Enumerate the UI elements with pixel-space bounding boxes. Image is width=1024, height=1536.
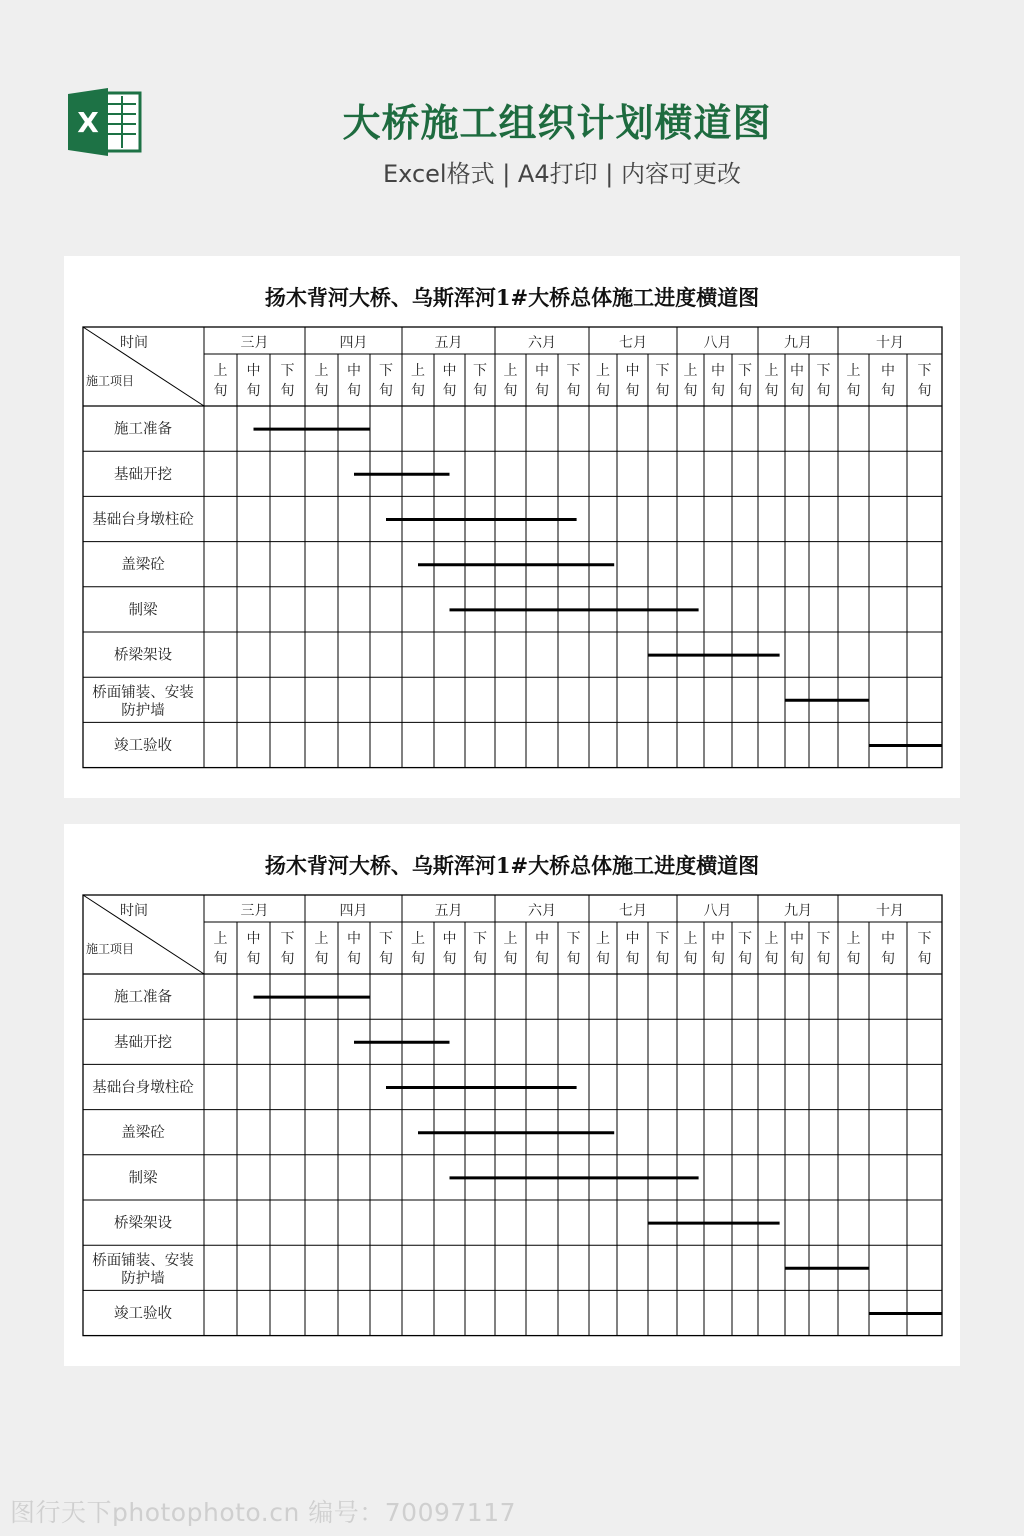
- period-label: 中: [790, 363, 804, 379]
- task-label: 防护墙: [121, 1270, 165, 1287]
- period-label: 上: [503, 931, 518, 947]
- month-label: 十月: [876, 903, 904, 919]
- period-label: 上: [503, 363, 518, 379]
- period-label: 上: [411, 363, 425, 379]
- task-label: 桥面铺装、安装: [92, 684, 194, 701]
- month-label: 五月: [434, 903, 463, 919]
- period-label: 下: [379, 931, 393, 947]
- period-label: 旬: [442, 383, 457, 399]
- period-label: 下: [280, 363, 295, 379]
- period-label: 旬: [846, 383, 861, 399]
- corner-label-task: 施工项目: [86, 374, 135, 388]
- period-label: 旬: [764, 951, 779, 967]
- corner-label-time: 时间: [120, 335, 148, 351]
- gantt-table: [82, 894, 944, 1340]
- period-label: 旬: [503, 383, 518, 399]
- period-label: 中: [246, 363, 261, 379]
- month-label: 九月: [784, 335, 812, 351]
- period-label: 旬: [411, 951, 425, 967]
- month-label: 四月: [339, 335, 368, 351]
- period-label: 下: [738, 363, 752, 379]
- period-label: 旬: [917, 951, 932, 967]
- period-label: 下: [816, 931, 831, 947]
- month-label: 三月: [240, 335, 269, 351]
- period-label: 上: [596, 363, 610, 379]
- period-label: 下: [379, 363, 393, 379]
- period-label: 中: [711, 931, 725, 947]
- task-label: 盖梁砼: [121, 1125, 165, 1142]
- month-label: 七月: [619, 335, 647, 351]
- period-label: 下: [917, 363, 932, 379]
- gantt-sheet-2: [64, 824, 960, 1366]
- period-label: 旬: [314, 951, 329, 967]
- period-label: 旬: [790, 951, 804, 967]
- period-label: 旬: [738, 951, 752, 967]
- period-label: 旬: [314, 383, 329, 399]
- period-label: 中: [347, 363, 361, 379]
- period-label: 旬: [280, 951, 295, 967]
- period-label: 旬: [379, 951, 393, 967]
- period-label: 旬: [881, 951, 895, 967]
- period-label: 旬: [683, 951, 698, 967]
- period-label: 旬: [881, 383, 895, 399]
- task-label: 盖梁砼: [121, 557, 165, 574]
- period-label: 下: [738, 931, 752, 947]
- task-label: 桥面铺装、安装: [92, 1252, 194, 1269]
- period-label: 旬: [347, 951, 361, 967]
- period-label: 旬: [379, 383, 393, 399]
- period-label: 旬: [846, 951, 861, 967]
- period-label: 上: [314, 931, 329, 947]
- period-label: 旬: [473, 951, 487, 967]
- period-label: 旬: [625, 383, 640, 399]
- task-label: 施工准备: [114, 989, 172, 1006]
- month-label: 六月: [528, 335, 556, 351]
- period-label: 下: [816, 363, 831, 379]
- period-label: 下: [655, 931, 670, 947]
- corner-label-time: 时间: [120, 903, 148, 919]
- task-label: 基础开挖: [114, 466, 172, 483]
- period-label: 下: [280, 931, 295, 947]
- period-label: 中: [881, 363, 895, 379]
- period-label: 旬: [738, 383, 752, 399]
- period-label: 下: [655, 363, 670, 379]
- period-label: 旬: [816, 383, 831, 399]
- month-label: 五月: [434, 335, 463, 351]
- month-label: 七月: [619, 903, 647, 919]
- period-label: 上: [314, 363, 329, 379]
- month-label: 三月: [240, 903, 269, 919]
- period-label: 上: [846, 363, 861, 379]
- period-label: 中: [442, 363, 457, 379]
- period-label: 旬: [764, 383, 779, 399]
- period-label: 中: [347, 931, 361, 947]
- period-label: 旬: [213, 383, 228, 399]
- period-label: 上: [846, 931, 861, 947]
- task-label: 竣工验收: [114, 1306, 172, 1322]
- period-label: 中: [625, 363, 640, 379]
- period-label: 旬: [411, 383, 425, 399]
- period-label: 旬: [683, 383, 698, 399]
- period-label: 旬: [566, 951, 581, 967]
- period-label: 中: [711, 363, 725, 379]
- month-label: 九月: [784, 903, 812, 919]
- period-label: 中: [535, 931, 549, 947]
- period-label: 旬: [442, 951, 457, 967]
- period-label: 中: [881, 931, 895, 947]
- corner-label-task: 施工项目: [86, 942, 135, 956]
- period-label: 上: [764, 363, 779, 379]
- task-label: 基础台身墩柱砼: [92, 512, 194, 528]
- period-label: 下: [917, 931, 932, 947]
- task-label: 制梁: [128, 1170, 158, 1187]
- period-label: 旬: [655, 383, 670, 399]
- watermark: 图行天下photophoto.cn 编号：70097117: [10, 1498, 517, 1527]
- sheet-title: 扬木背河大桥、乌斯浑河1#大桥总体施工进度横道图: [264, 285, 760, 310]
- task-label: 基础台身墩柱砼: [92, 1080, 194, 1096]
- page-title: 大桥施工组织计划横道图: [342, 101, 772, 145]
- period-label: 旬: [246, 951, 261, 967]
- period-label: 旬: [816, 951, 831, 967]
- period-label: 旬: [596, 951, 610, 967]
- task-label: 防护墙: [121, 702, 165, 719]
- page-subtitle: Excel格式 | A4打印 | 内容可更改: [383, 160, 741, 188]
- period-label: 旬: [213, 951, 228, 967]
- period-label: 上: [411, 931, 425, 947]
- task-label: 制梁: [128, 602, 158, 619]
- task-label: 基础开挖: [114, 1034, 172, 1051]
- period-label: 中: [442, 931, 457, 947]
- period-label: 上: [683, 931, 698, 947]
- period-label: 上: [213, 363, 228, 379]
- period-label: 上: [213, 931, 228, 947]
- period-label: 上: [764, 931, 779, 947]
- period-label: 下: [566, 363, 581, 379]
- period-label: 旬: [503, 951, 518, 967]
- period-label: 旬: [596, 383, 610, 399]
- task-label: 施工准备: [114, 421, 172, 438]
- period-label: 旬: [711, 383, 725, 399]
- period-label: 旬: [246, 383, 261, 399]
- period-label: 上: [683, 363, 698, 379]
- period-label: 旬: [625, 951, 640, 967]
- period-label: 下: [473, 363, 487, 379]
- period-label: 下: [473, 931, 487, 947]
- task-label: 竣工验收: [114, 738, 172, 754]
- period-label: 旬: [347, 383, 361, 399]
- period-label: 中: [246, 931, 261, 947]
- period-label: 旬: [280, 383, 295, 399]
- task-label: 桥梁架设: [114, 647, 172, 664]
- gantt-table: [82, 326, 944, 772]
- period-label: 旬: [473, 383, 487, 399]
- gantt-sheet-1: [64, 256, 960, 798]
- period-label: 中: [535, 363, 549, 379]
- task-label: 桥梁架设: [114, 1215, 172, 1232]
- svg-text:X: X: [77, 106, 99, 139]
- period-label: 旬: [535, 383, 549, 399]
- period-label: 上: [596, 931, 610, 947]
- period-label: 中: [790, 931, 804, 947]
- month-label: 十月: [876, 335, 904, 351]
- month-label: 八月: [703, 335, 732, 351]
- period-label: 旬: [655, 951, 670, 967]
- period-label: 旬: [566, 383, 581, 399]
- period-label: 旬: [535, 951, 549, 967]
- period-label: 旬: [711, 951, 725, 967]
- period-label: 下: [566, 931, 581, 947]
- period-label: 中: [625, 931, 640, 947]
- month-label: 八月: [703, 903, 732, 919]
- sheet-title: 扬木背河大桥、乌斯浑河1#大桥总体施工进度横道图: [264, 853, 760, 878]
- month-label: 六月: [528, 903, 556, 919]
- month-label: 四月: [339, 903, 368, 919]
- period-label: 旬: [917, 383, 932, 399]
- period-label: 旬: [790, 383, 804, 399]
